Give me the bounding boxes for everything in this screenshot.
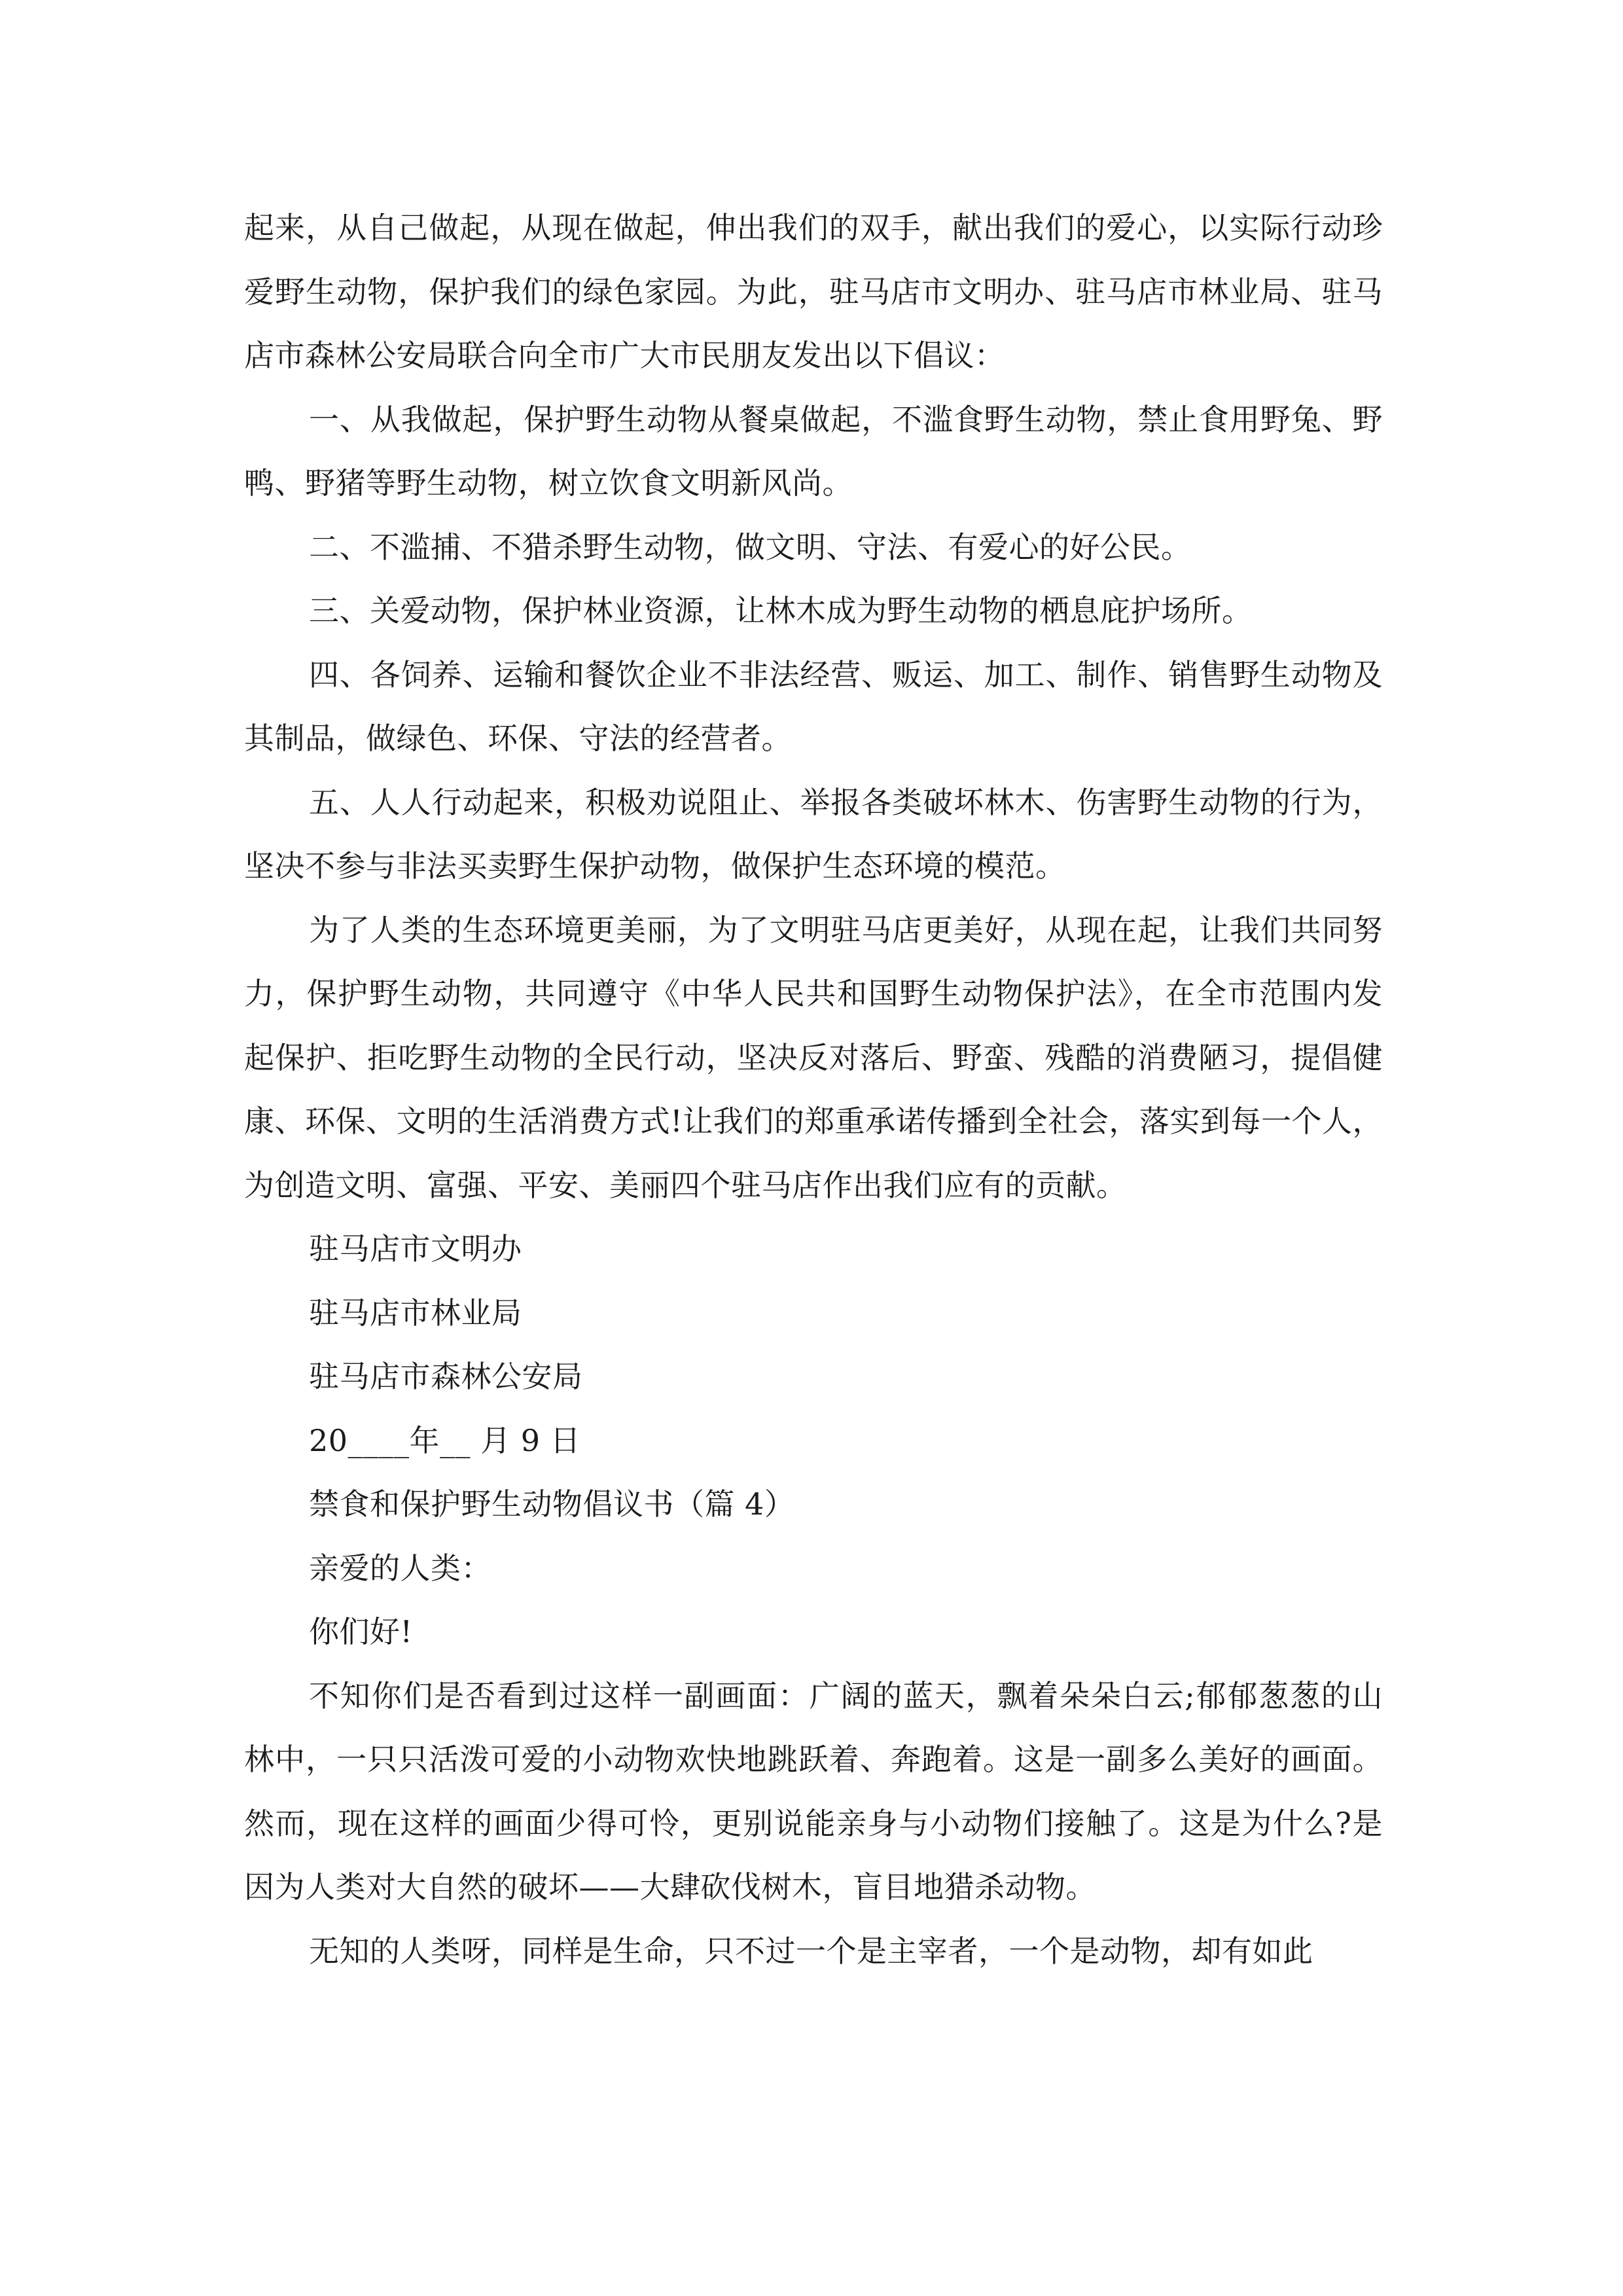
paragraph-continuation: 起来，从自己做起，从现在做起，伸出我们的双手，献出我们的爱心，以实际行动珍爱野生动物，保护我们的绿色家园。为此，驻马店市文明办、驻马店市林业局、驻马店市森林公安局联合向全市广大市民朋友发出以下倡议： bbox=[244, 210, 1383, 373]
section-title: 禁食和保护野生动物倡议书（篇 4） bbox=[309, 1486, 795, 1522]
signature-civilization-office: 驻马店市文明办 bbox=[309, 1231, 522, 1266]
proposal-item-2: 二、不滥捕、不猎杀野生动物，做文明、守法、有爱心的好公民。 bbox=[309, 529, 1192, 565]
proposal-item-5: 五、人人行动起来，积极劝说阻止、举报各类破坏林木、伤害野生动物的行为，坚决不参与非法买卖野生保护动物，做保护生态环境的模范。 bbox=[244, 784, 1383, 884]
proposal-item-4: 四、各饲养、运输和餐饮企业不非法经营、贩运、加工、制作、销售野生动物及其制品，做绿色、环保、守法的经营者。 bbox=[244, 656, 1383, 756]
letter-salutation: 亲爱的人类： bbox=[309, 1550, 491, 1586]
letter-paragraph-2: 无知的人类呀，同样是生命，只不过一个是主宰者，一个是动物，却有如此 bbox=[309, 1933, 1313, 1969]
signature-date: 20____年__ 月 9 日 bbox=[309, 1422, 581, 1458]
proposal-item-1: 一、从我做起，保护野生动物从餐桌做起，不滥食野生动物，禁止食用野兔、野鸭、野猪等野生动物，树立饮食文明新风尚。 bbox=[244, 401, 1383, 501]
signature-forestry-bureau: 驻马店市林业局 bbox=[309, 1295, 522, 1331]
signature-forest-police: 驻马店市森林公安局 bbox=[309, 1359, 583, 1394]
document-body bbox=[244, 196, 1383, 1983]
letter-greeting: 你们好! bbox=[309, 1614, 413, 1649]
proposal-item-3: 三、关爱动物，保护林业资源，让林木成为野生动物的栖息庇护场所。 bbox=[309, 593, 1253, 628]
closing-paragraph: 为了人类的生态环境更美丽，为了文明驻马店更美好，从现在起，让我们共同努力，保护野生动物，共同遵守《中华人民共和国野生动物保护法》，在全市范围内发起保护、拒吃野生动物的全民行动，坚决反对落后、野蛮、残酷的消费陋习，提倡健康、环保、文明的生活消费方式!让我们的郑重承诺传播到全社会，落实到每一个人，为创造文明、富强、平安、美丽四个驻马店作出我们应有的贡献。 bbox=[244, 912, 1383, 1203]
letter-paragraph-1: 不知你们是否看到过这样一副画面：广阔的蓝天，飘着朵朵白云;郁郁葱葱的山林中，一只只活泼可爱的小动物欢快地跳跃着、奔跑着。这是一副多么美好的画面。然而，现在这样的画面少得可怜，更别说能亲身与小动物们接触了。这是为什么?是因为人类对大自然的破坏——大肆砍伐树木，盲目地猎杀动物。 bbox=[244, 1677, 1383, 1905]
